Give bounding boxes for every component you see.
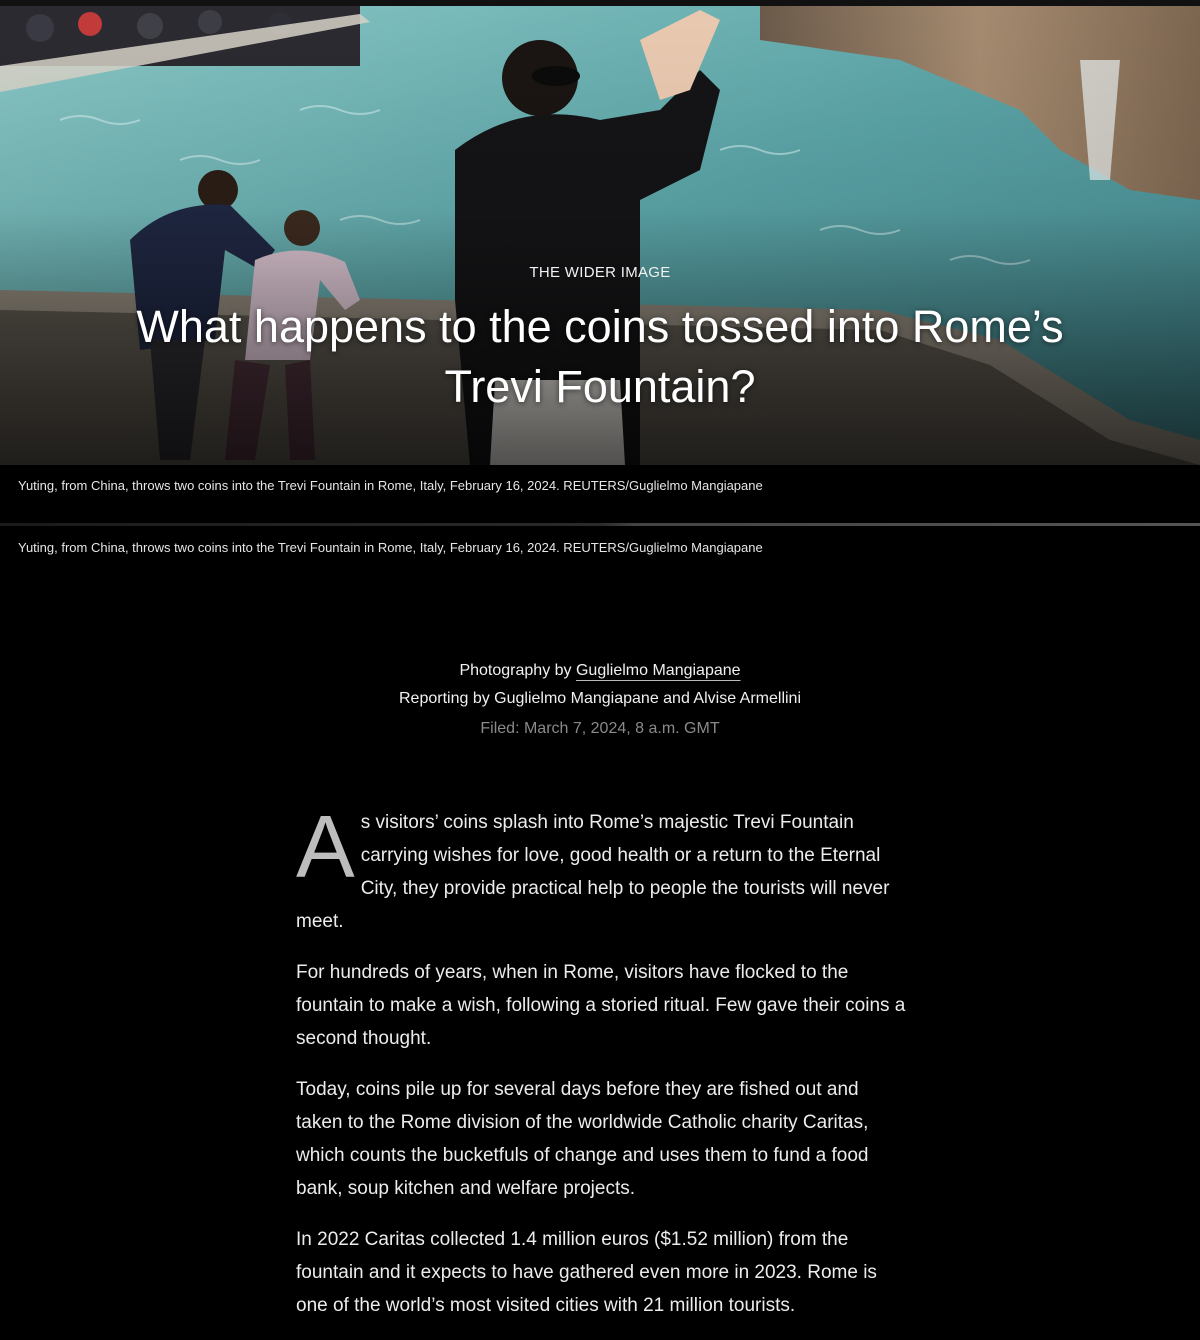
reporting-credit: Reporting by Guglielmo Mangiapane and Alvise Armellini: [399, 690, 801, 707]
hero-photo: [0, 0, 1200, 465]
photo-caption-overlay: Yuting, from China, throws two coins into the Trevi Fountain in Rome, Italy, February 16, 2024. REUTERS/Guglielmo Mangiapane: [18, 478, 763, 493]
paragraph-2: For hundreds of years, when in Rome, visitors have flocked to the fountain to make a wish, following a storied ritual. Few gave their coins a second thought.: [296, 962, 906, 1049]
byline: [0, 657, 1200, 743]
photo-caption: Yuting, from China, throws two coins into the Trevi Fountain in Rome, Italy, February 16, 2024. REUTERS/Guglielmo Mangiapane: [18, 540, 763, 555]
page-title: What happens to the coins tossed into Rome’s Trevi Fountain?: [136, 301, 1064, 412]
paragraph-3: Today, coins pile up for several days before they are fished out and taken to the Rome division of the worldwide Catholic charity Caritas, which counts the bucketfuls of change and uses them to fund a food bank, soup kitchen and welfare projects.: [296, 1079, 869, 1199]
filed-timestamp: Filed: March 7, 2024, 8 a.m. GMT: [480, 720, 720, 737]
section-kicker[interactable]: THE WIDER IMAGE: [529, 264, 671, 281]
photo-credit: [0, 657, 1200, 685]
paragraph-1: [296, 797, 906, 938]
drop-cap: A: [296, 797, 355, 896]
photo-credit-prefix: Photography by: [459, 662, 572, 679]
hero-title-block: [0, 264, 1200, 417]
paragraph-1-text: s visitors’ coins splash into Rome’s majestic Trevi Fountain carrying wishes for love, good health or a return to the Eternal City, they provide practical help to people the tourists will never meet.: [296, 812, 890, 932]
divider: [0, 523, 1200, 526]
article-body: [296, 797, 906, 1340]
photographer-link[interactable]: Guglielmo Mangiapane: [575, 662, 741, 679]
paragraph-4: In 2022 Caritas collected 1.4 million euros ($1.52 million) from the fountain and it expects to have gathered even more in 2023. Rome is one of the world’s most visited cities with 21 million tourists.: [296, 1229, 877, 1316]
